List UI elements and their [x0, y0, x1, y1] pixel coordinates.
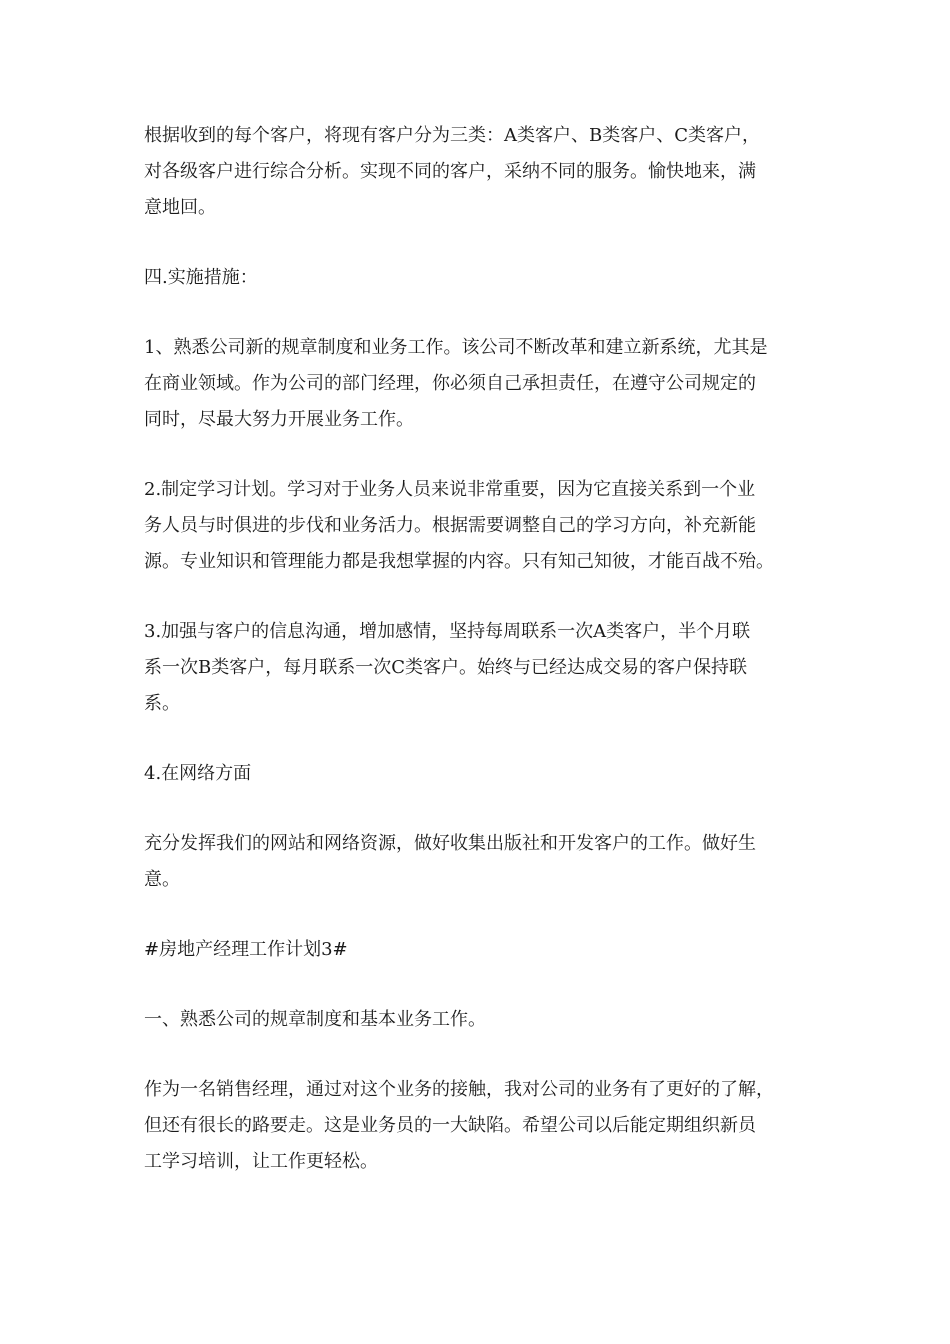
paragraph-measure-1: [144, 330, 809, 438]
text-line: 根据收到的每个客户，将现有客户分为三类：A类客户、B类客户、C类客户，: [144, 125, 760, 146]
text-line: 务人员与时俱进的步伐和业务活力。根据需要调整自己的学习方向，补充新能: [144, 515, 756, 536]
paragraph-customer-classification: [144, 118, 809, 226]
text-line: 系一次B类客户，每月联系一次C类客户。始终与已经达成交易的客户保持联: [144, 657, 747, 678]
text-line: 四.实施措施：: [144, 267, 258, 288]
text-line: 一、熟悉公司的规章制度和基本业务工作。: [144, 1009, 486, 1030]
document-body: [144, 118, 809, 1214]
text-line: 作为一名销售经理，通过对这个业务的接触，我对公司的业务有了更好的了解，: [144, 1079, 774, 1100]
text-line: 同时，尽最大努力开展业务工作。: [144, 409, 414, 430]
text-line: 1、熟悉公司新的规章制度和业务工作。该公司不断改革和建立新系统，尤其是: [144, 337, 768, 358]
text-line: #房地产经理工作计划3#: [144, 939, 348, 960]
text-line: 但还有很长的路要走。这是业务员的一大缺陷。希望公司以后能定期组织新员: [144, 1115, 756, 1136]
paragraph-measure-4-heading: [144, 756, 809, 792]
text-line: 工学习培训，让工作更轻松。: [144, 1151, 378, 1172]
text-line: 意。: [144, 869, 180, 890]
text-line: 4.在网络方面: [144, 763, 252, 784]
text-line: 系。: [144, 693, 180, 714]
text-line: 对各级客户进行综合分析。实现不同的客户，采纳不同的服务。愉快地来，满: [144, 161, 756, 182]
text-line: 源。专业知识和管理能力都是我想掌握的内容。只有知己知彼，才能百战不殆。: [144, 551, 774, 572]
text-line: 2.制定学习计划。学习对于业务人员来说非常重要，因为它直接关系到一个业: [144, 479, 756, 500]
text-line: 充分发挥我们的网站和网络资源，做好收集出版社和开发客户的工作。做好生: [144, 833, 756, 854]
paragraph-measure-2: [144, 472, 809, 580]
text-line: 3.加强与客户的信息沟通，增加感情，坚持每周联系一次A类客户，半个月联: [144, 621, 751, 642]
text-line: 意地回。: [144, 197, 216, 218]
plan-section-heading: [144, 1002, 809, 1038]
plan-title: [144, 932, 809, 968]
section-heading: [144, 260, 809, 296]
paragraph-measure-3: [144, 614, 809, 722]
paragraph-measure-4-body: [144, 826, 809, 898]
paragraph-plan-body: [144, 1072, 809, 1180]
text-line: 在商业领域。作为公司的部门经理，你必须自己承担责任，在遵守公司规定的: [144, 373, 756, 394]
